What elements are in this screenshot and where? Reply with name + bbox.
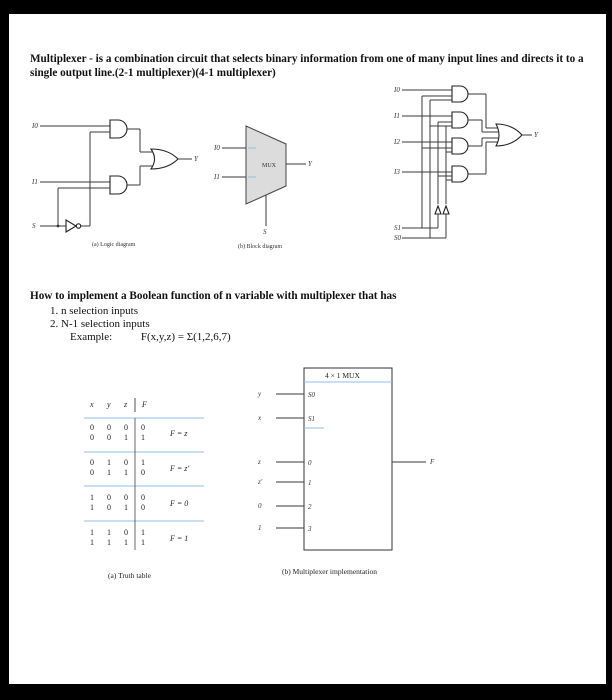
and-gate-top	[110, 120, 127, 138]
tt-group-result: F = z′	[170, 464, 190, 473]
tt-cell: 0	[124, 423, 128, 432]
block-input-i1: I1	[214, 173, 220, 181]
sel-label-s0: S0	[308, 391, 315, 399]
black-border-left	[0, 0, 9, 700]
tt-group-result: F = 1	[170, 534, 189, 543]
truth-table	[80, 394, 215, 584]
or-gate-4to1	[496, 124, 522, 146]
tt-cell: 0	[124, 493, 128, 502]
tt-cell: 1	[141, 538, 145, 547]
not-gate-s1	[435, 206, 441, 214]
logic-diagram-2to1	[30, 112, 210, 250]
tt-group-result: F = z	[170, 429, 188, 438]
step-item-1: 1. n selection inputs	[50, 305, 138, 317]
mux-label: MUX	[262, 163, 277, 169]
data-label-2: 2	[308, 503, 312, 511]
data-label-0: 0	[308, 459, 312, 467]
tt-cell: 0	[90, 423, 94, 432]
tt-cell: 0	[141, 423, 145, 432]
tt-cell: 1	[141, 433, 145, 442]
tt-cell: 1	[90, 503, 94, 512]
tt-cell: 1	[107, 538, 111, 547]
logic-input-i0: I0	[32, 122, 38, 130]
mux4-input-i0: I0	[394, 86, 400, 94]
example-label: Example:	[70, 331, 113, 343]
block-select-s: S	[263, 228, 267, 236]
tt-cell: 0	[90, 468, 94, 477]
logic-caption: (a) Logic diagram	[92, 242, 136, 248]
tt-cell: 1	[124, 538, 128, 547]
tt-cell: 0	[107, 493, 111, 502]
tt-cell: 0	[90, 433, 94, 442]
mux-box	[304, 368, 392, 550]
tt-cell: 1	[124, 433, 128, 442]
tt-cell: 0	[141, 503, 145, 512]
black-border-right	[606, 0, 612, 700]
tt-cell: 0	[124, 458, 128, 467]
data-input-1: 1	[258, 524, 262, 532]
step-item-2: 2. N-1 selection inputs	[50, 318, 150, 330]
mux4-input-i1: I1	[394, 112, 400, 120]
block-diagram-2to1	[210, 122, 330, 252]
tt-cell: 1	[107, 468, 111, 477]
and-gate-1	[452, 112, 468, 128]
data-input-z: z	[258, 458, 261, 466]
intro-paragraph: Multiplexer - is a combination circuit that selects binary information from one of many input lines and directs it to a single output line.(2-1 multiplexer)(4-1 multiplexer)	[30, 53, 584, 79]
tt-header-z: z	[124, 400, 128, 409]
tt-cell: 0	[141, 468, 145, 477]
block-output-y: Y	[308, 160, 312, 168]
example-function: F(x,y,z) = Σ(1,2,6,7)	[140, 331, 231, 343]
mux-title: 4 × 1 MUX	[325, 371, 360, 380]
logic-diagram-4to1	[392, 80, 542, 252]
tt-cell: 1	[124, 468, 128, 477]
tt-cell: 0	[141, 493, 145, 502]
section2-heading: How to implement a Boolean function of n variable with multiplexer that has	[30, 290, 397, 302]
data-input-0: 0	[258, 502, 262, 510]
tt-cell: 0	[107, 503, 111, 512]
sel-label-s1: S1	[308, 415, 315, 423]
tt-cell: 0	[107, 433, 111, 442]
tt-cell: 0	[107, 423, 111, 432]
mux-output-f: F	[430, 458, 435, 466]
tt-cell: 1	[141, 528, 145, 537]
data-label-1: 1	[308, 479, 312, 487]
tt-cell: 1	[90, 528, 94, 537]
logic-output-y: Y	[194, 155, 198, 163]
mux4-input-i3: I3	[394, 168, 400, 176]
tt-cell: 1	[90, 493, 94, 502]
not-gate	[66, 220, 76, 232]
logic-input-i1: I1	[32, 178, 38, 186]
mux4-output-y: Y	[534, 131, 538, 139]
data-label-3: 3	[308, 525, 312, 533]
mux-caption: (b) Multiplexer implementation	[282, 567, 377, 576]
tt-cell: 1	[124, 503, 128, 512]
and-gate-0	[452, 86, 468, 102]
and-gate-bottom	[110, 176, 127, 194]
block-caption: (b) Block diagram	[238, 244, 282, 250]
tt-header-x: x	[90, 400, 94, 409]
steps-list	[50, 305, 150, 331]
tt-group-result: F = 0	[170, 499, 189, 508]
tt-header-f: F	[142, 400, 147, 409]
tt-caption: (a) Truth table	[108, 571, 151, 580]
logic-select-s: S	[32, 222, 36, 230]
and-gate-3	[452, 166, 468, 182]
tt-cell: 1	[107, 458, 111, 467]
or-gate	[151, 149, 178, 169]
mux-implementation	[248, 360, 448, 585]
sel-input-x: x	[258, 414, 262, 422]
tt-cell: 0	[90, 458, 94, 467]
black-border-top	[0, 0, 612, 14]
example-line	[70, 331, 231, 343]
tt-cell: 1	[90, 538, 94, 547]
black-border-bottom	[0, 684, 612, 700]
tt-header-y: y	[107, 400, 111, 409]
data-input-z-prime: z′	[258, 478, 263, 486]
sel-input-y: y	[258, 390, 262, 398]
not-gate-s0	[443, 206, 449, 214]
mux4-select-s0: S0	[394, 234, 401, 242]
mux4-input-i2: I2	[394, 138, 400, 146]
and-gate-2	[452, 138, 468, 154]
tt-cell: 0	[124, 528, 128, 537]
mux4-select-s1: S1	[394, 224, 401, 232]
tt-cell: 1	[141, 458, 145, 467]
tt-cell: 1	[107, 528, 111, 537]
block-input-i0: I0	[214, 144, 220, 152]
